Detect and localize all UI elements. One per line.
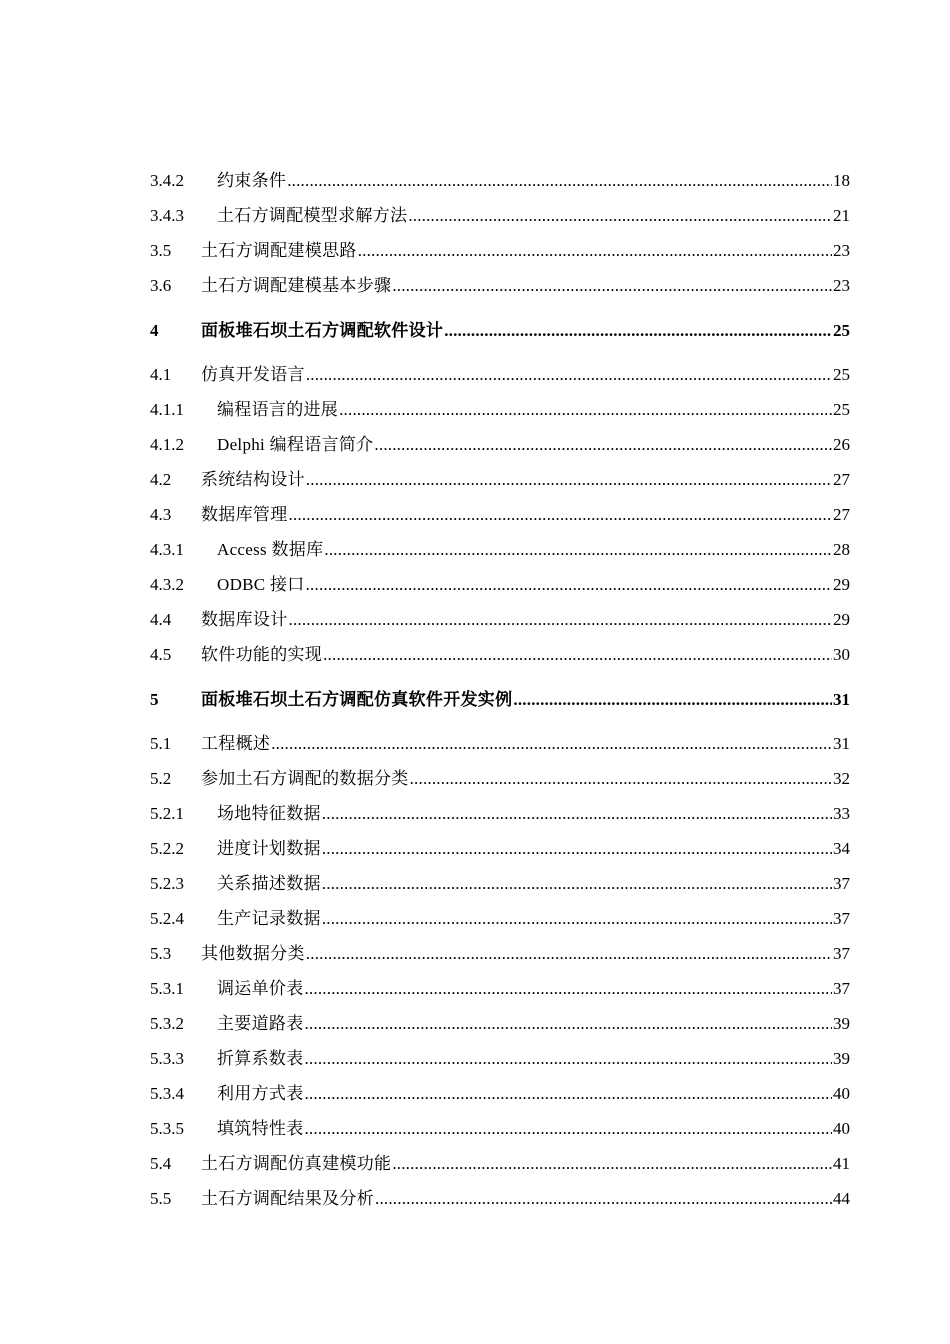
toc-entry-number: 4.4 (150, 610, 172, 629)
toc-leader-dots (358, 233, 832, 268)
toc-entry-page: 37 (833, 944, 850, 963)
toc-entry[interactable] (150, 1181, 850, 1216)
toc-entry-page: 37 (833, 979, 850, 998)
toc-entry-number: 5.2.1 (150, 804, 184, 823)
toc-entry-page: 25 (833, 365, 850, 384)
toc-entry[interactable] (150, 637, 850, 672)
toc-leader-dots (444, 313, 832, 348)
toc-entry[interactable] (150, 268, 850, 303)
toc-entry-page: 40 (833, 1119, 850, 1138)
toc-entry-title: 生产记录数据 (217, 909, 321, 928)
toc-entry-page: 41 (833, 1154, 850, 1173)
toc-leader-dots (375, 1181, 832, 1216)
toc-leader-dots (408, 198, 832, 233)
toc-leader-dots (305, 1006, 833, 1041)
toc-entry-number: 5.4 (150, 1154, 172, 1173)
toc-entry-title: 数据库管理 (201, 505, 288, 524)
toc-leader-dots (306, 357, 832, 392)
toc-leader-dots (289, 497, 833, 532)
toc-entry[interactable] (150, 726, 850, 761)
toc-entry[interactable] (150, 796, 850, 831)
toc-entry-number: 5.2 (150, 769, 172, 788)
toc-entry-number: 5.5 (150, 1189, 172, 1208)
toc-entry-title: 关系描述数据 (217, 874, 321, 893)
toc-entry-page: 37 (833, 874, 850, 893)
toc-entry-page: 28 (833, 540, 850, 559)
toc-entry-page: 37 (833, 909, 850, 928)
toc-leader-dots (339, 392, 832, 427)
toc-entry-number: 5.3.1 (150, 979, 184, 998)
toc-entry[interactable] (150, 1111, 850, 1146)
toc-entry-number: 5.3.3 (150, 1049, 184, 1068)
toc-entry-number: 5.3.5 (150, 1119, 184, 1138)
toc-entry-page: 27 (833, 470, 850, 489)
toc-entry-number: 4.5 (150, 645, 172, 664)
toc-leader-dots (392, 1146, 832, 1181)
toc-entry-page: 31 (833, 690, 850, 709)
toc-entry-page: 18 (833, 171, 850, 190)
toc-entry-page: 27 (833, 505, 850, 524)
toc-leader-dots (305, 1111, 833, 1146)
toc-chapter-entry[interactable] (150, 313, 850, 348)
toc-entry-number: 4.1.1 (150, 400, 184, 419)
toc-entry[interactable] (150, 901, 850, 936)
toc-entry-number: 5.2.3 (150, 874, 184, 893)
table-of-contents (150, 163, 850, 1216)
toc-leader-dots (305, 1041, 833, 1076)
toc-entry-number: 5.3.4 (150, 1084, 184, 1103)
toc-leader-dots (323, 637, 832, 672)
toc-entry[interactable] (150, 761, 850, 796)
toc-leader-dots (324, 532, 832, 567)
toc-entry-number: 4.1.2 (150, 435, 184, 454)
toc-entry-title: 土石方调配建模基本步骤 (201, 276, 392, 295)
toc-entry-title: 参加土石方调配的数据分类 (201, 769, 409, 788)
toc-entry-page: 26 (833, 435, 850, 454)
toc-entry[interactable] (150, 198, 850, 233)
toc-leader-dots (322, 796, 832, 831)
toc-entry-number: 3.4.2 (150, 171, 184, 190)
toc-entry[interactable] (150, 1006, 850, 1041)
toc-entry[interactable] (150, 462, 850, 497)
toc-leader-dots (513, 682, 832, 717)
toc-entry-number: 4.3.1 (150, 540, 184, 559)
toc-entry-page: 23 (833, 276, 850, 295)
toc-entry-number: 4 (150, 321, 159, 340)
toc-leader-dots (322, 866, 832, 901)
toc-leader-dots (392, 268, 832, 303)
toc-entry[interactable] (150, 392, 850, 427)
toc-entry[interactable] (150, 831, 850, 866)
toc-entry-page: 29 (833, 575, 850, 594)
toc-entry-title: 软件功能的实现 (201, 645, 323, 664)
toc-entry-title: 面板堆石坝土石方调配软件设计 (201, 321, 444, 340)
toc-leader-dots (322, 901, 832, 936)
toc-entry-title: 工程概述 (201, 734, 271, 753)
toc-leader-dots (306, 936, 832, 971)
toc-entry[interactable] (150, 1076, 850, 1111)
toc-entry-title: 土石方调配模型求解方法 (217, 206, 408, 225)
toc-leader-dots (306, 567, 832, 602)
toc-entry-title: 土石方调配结果及分析 (201, 1189, 374, 1208)
toc-entry-title: 编程语言的进展 (217, 400, 339, 419)
toc-leader-dots (305, 971, 833, 1006)
toc-entry-page: 34 (833, 839, 850, 858)
toc-entry-title: 土石方调配建模思路 (201, 241, 357, 260)
toc-entry-number: 4.3 (150, 505, 172, 524)
toc-entry-page: 39 (833, 1014, 850, 1033)
toc-entry-page: 32 (833, 769, 850, 788)
toc-leader-dots (306, 462, 832, 497)
toc-entry-page: 30 (833, 645, 850, 664)
toc-entry-title: 系统结构设计 (201, 470, 305, 489)
toc-leader-dots (305, 1076, 833, 1111)
toc-entry-number: 3.5 (150, 241, 172, 260)
toc-entry[interactable] (150, 532, 850, 567)
toc-entry-title: Delphi 编程语言简介 (217, 435, 374, 454)
toc-entry-number: 4.1 (150, 365, 172, 384)
toc-entry[interactable] (150, 163, 850, 198)
toc-entry[interactable] (150, 427, 850, 462)
toc-entry-title: Access 数据库 (217, 540, 324, 559)
toc-entry-number: 4.3.2 (150, 575, 184, 594)
toc-entry-title: 数据库设计 (201, 610, 288, 629)
toc-entry[interactable] (150, 602, 850, 637)
toc-leader-dots (410, 761, 832, 796)
toc-entry-number: 5 (150, 690, 159, 709)
toc-entry[interactable] (150, 567, 850, 602)
toc-entry-title: 仿真开发语言 (201, 365, 305, 384)
toc-entry-page: 29 (833, 610, 850, 629)
toc-entry-title: 土石方调配仿真建模功能 (201, 1154, 392, 1173)
toc-entry[interactable] (150, 233, 850, 268)
toc-entry[interactable] (150, 971, 850, 1006)
toc-entry-title: ODBC 接口 (217, 575, 305, 594)
toc-entry-title: 场地特征数据 (217, 804, 321, 823)
toc-entry-number: 5.1 (150, 734, 172, 753)
toc-entry[interactable] (150, 936, 850, 971)
toc-entry-title: 填筑特性表 (217, 1119, 304, 1138)
toc-entry-page: 23 (833, 241, 850, 260)
toc-entry-page: 25 (833, 400, 850, 419)
toc-entry-number: 5.3.2 (150, 1014, 184, 1033)
toc-entry-page: 44 (833, 1189, 850, 1208)
toc-entry[interactable] (150, 1146, 850, 1181)
toc-leader-dots (289, 602, 833, 637)
toc-leader-dots (322, 831, 832, 866)
toc-entry[interactable] (150, 1041, 850, 1076)
toc-entry-page: 40 (833, 1084, 850, 1103)
toc-entry-title: 进度计划数据 (217, 839, 321, 858)
toc-entry-number: 4.2 (150, 470, 172, 489)
toc-entry-title: 利用方式表 (217, 1084, 304, 1103)
toc-entry-page: 21 (833, 206, 850, 225)
toc-leader-dots (271, 726, 832, 761)
toc-entry-title: 调运单价表 (217, 979, 304, 998)
toc-entry-page: 33 (833, 804, 850, 823)
toc-chapter-entry[interactable] (150, 682, 850, 717)
toc-entry-title: 折算系数表 (217, 1049, 304, 1068)
toc-leader-dots (374, 427, 832, 462)
toc-entry-title: 主要道路表 (217, 1014, 304, 1033)
toc-entry-page: 25 (833, 321, 850, 340)
toc-entry-number: 3.4.3 (150, 206, 184, 225)
toc-entry[interactable] (150, 497, 850, 532)
toc-entry[interactable] (150, 866, 850, 901)
toc-entry-page: 39 (833, 1049, 850, 1068)
toc-entry-title: 面板堆石坝土石方调配仿真软件开发实例 (201, 690, 513, 709)
toc-entry-number: 5.2.4 (150, 909, 184, 928)
toc-entry-number: 5.3 (150, 944, 172, 963)
toc-entry-number: 3.6 (150, 276, 172, 295)
toc-leader-dots (287, 163, 832, 198)
toc-entry-title: 其他数据分类 (201, 944, 305, 963)
toc-entry-page: 31 (833, 734, 850, 753)
toc-entry-title: 约束条件 (217, 171, 287, 190)
toc-entry-number: 5.2.2 (150, 839, 184, 858)
toc-entry[interactable] (150, 357, 850, 392)
